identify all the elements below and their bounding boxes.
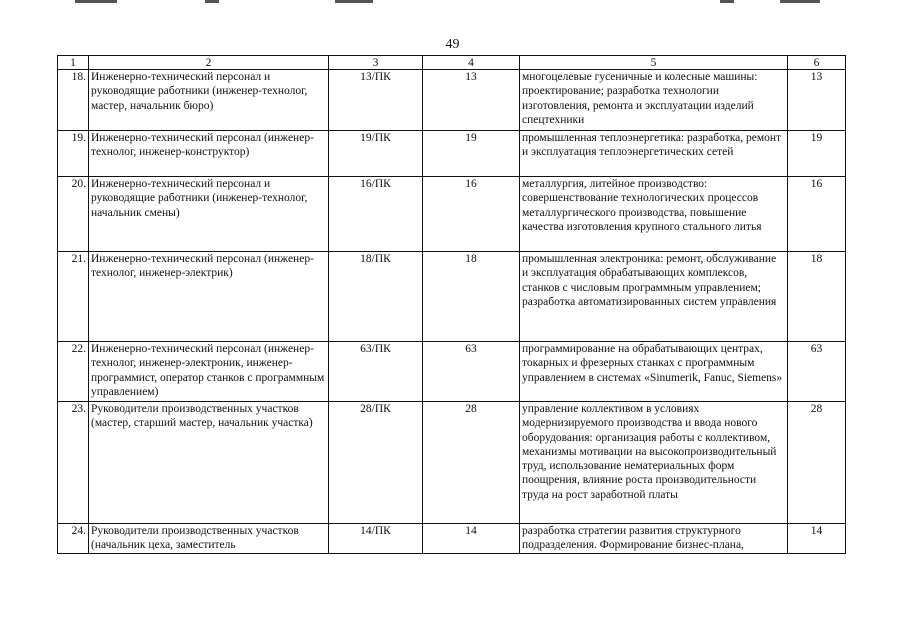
page-number: 49: [445, 37, 460, 52]
table-row: [58, 252, 846, 342]
count-cell: 19: [788, 131, 846, 177]
count-cell: 18: [788, 252, 846, 342]
table-row: [58, 70, 846, 131]
hours-cell: 19: [423, 131, 520, 177]
program-code-cell: 16/ПК: [329, 177, 423, 252]
table-row: [58, 177, 846, 252]
topic-cell: разработка стратегии развития структурного подразделения. Формирование бизнес-плана,: [520, 524, 788, 554]
scan-mark: [780, 0, 820, 3]
program-code-cell: 28/ПК: [329, 402, 423, 524]
header-cell: 5: [520, 56, 788, 70]
scan-mark: [720, 0, 734, 3]
topic-cell: управление коллективом в условиях модернизируемого производства и ввода нового оборудования: организация работы с коллективом, механизмы мотивации на высокопроизводительный труд, использование нематериальных форм поощрения, влияние роста производительности труда на рост заработной платы: [520, 402, 788, 524]
row-number: 22.: [58, 342, 89, 402]
topic-cell: промышленная электроника: ремонт, обслуживание и эксплуатация обрабатывающих комплексов, станков с числовым программным управлением; разработка автоматизированных систем управления: [520, 252, 788, 342]
program-code-cell: 18/ПК: [329, 252, 423, 342]
table-header-row: [58, 56, 846, 70]
header-cell: 6: [788, 56, 846, 70]
personnel-cell: Инженерно-технический персонал (инженер-технолог, инженер-электроник, инженер-программист, оператор станков с программным управлением): [89, 342, 329, 402]
hours-cell: 18: [423, 252, 520, 342]
header-cell: 3: [329, 56, 423, 70]
personnel-cell: Руководители производственных участков (начальник цеха, заместитель: [89, 524, 329, 554]
table-row: [58, 524, 846, 554]
hours-cell: 28: [423, 402, 520, 524]
table-row: [58, 402, 846, 524]
scan-mark: [205, 0, 219, 3]
row-number: 24.: [58, 524, 89, 554]
hours-cell: 63: [423, 342, 520, 402]
program-code-cell: 14/ПК: [329, 524, 423, 554]
topic-cell: металлургия, литейное производство: совершенствование технологических процессов металлургического производства, повышение качества изготовления крупного стального литья: [520, 177, 788, 252]
hours-cell: 16: [423, 177, 520, 252]
count-cell: 63: [788, 342, 846, 402]
row-number: 21.: [58, 252, 89, 342]
topic-cell: промышленная теплоэнергетика: разработка, ремонт и эксплуатация теплоэнергетических сетей: [520, 131, 788, 177]
topic-cell: программирование на обрабатывающих центрах, токарных и фрезерных станках с программным управлением в системах «Sinumerik, Fanuc, Siemens»: [520, 342, 788, 402]
row-number: 20.: [58, 177, 89, 252]
program-code-cell: 63/ПК: [329, 342, 423, 402]
scan-mark: [335, 0, 373, 3]
scan-mark: [75, 0, 117, 3]
personnel-cell: Инженерно-технический персонал (инженер-технолог, инженер-конструктор): [89, 131, 329, 177]
personnel-cell: Инженерно-технический персонал и руководящие работники (инженер-технолог, начальник смены): [89, 177, 329, 252]
row-number: 23.: [58, 402, 89, 524]
personnel-cell: Инженерно-технический персонал (инженер-технолог, инженер-электрик): [89, 252, 329, 342]
hours-cell: 13: [423, 70, 520, 131]
table-row: [58, 131, 846, 177]
table-row: [58, 342, 846, 402]
header-cell: 4: [423, 56, 520, 70]
training-table: [57, 55, 846, 554]
count-cell: 28: [788, 402, 846, 524]
count-cell: 16: [788, 177, 846, 252]
row-number: 19.: [58, 131, 89, 177]
hours-cell: 14: [423, 524, 520, 554]
header-cell: 2: [89, 56, 329, 70]
program-code-cell: 13/ПК: [329, 70, 423, 131]
topic-cell: многоцелевые гусеничные и колесные машины: проектирование; разработка технологии изготовления, ремонта и эксплуатации изделий спецтехники: [520, 70, 788, 131]
program-code-cell: 19/ПК: [329, 131, 423, 177]
personnel-cell: Инженерно-технический персонал и руководящие работники (инженер-технолог, мастер, начальник бюро): [89, 70, 329, 131]
count-cell: 14: [788, 524, 846, 554]
count-cell: 13: [788, 70, 846, 131]
header-cell: 1: [58, 56, 89, 70]
personnel-cell: Руководители производственных участков (мастер, старший мастер, начальник участка): [89, 402, 329, 524]
row-number: 18.: [58, 70, 89, 131]
